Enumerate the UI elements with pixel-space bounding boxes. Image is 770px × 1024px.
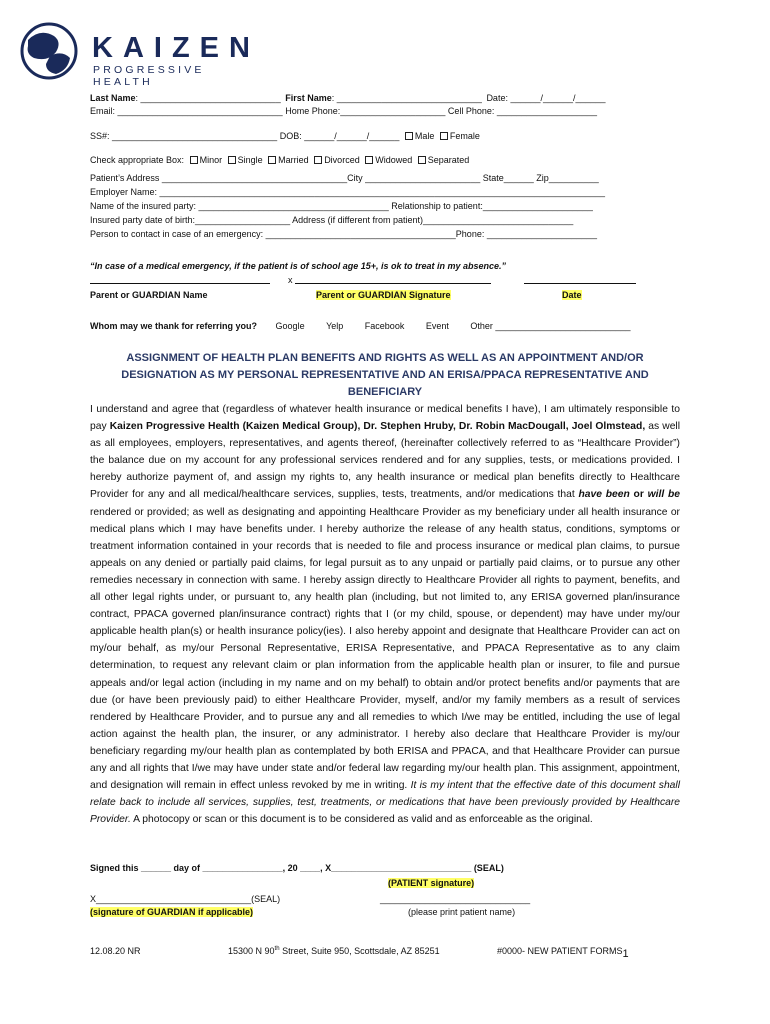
divorced-label: Divorced	[324, 155, 360, 165]
signed-line[interactable]: Signed this ______ day of ________________, 20 ____, X____________________________ (SEAL)	[90, 863, 504, 873]
separated-label: Separated	[427, 155, 470, 165]
first-name-field[interactable]: _____________________________	[336, 93, 482, 103]
emergency-contact-field[interactable]: Person to contact in case of an emergency: ______________________________________Phone: ______________________	[90, 229, 597, 239]
widowed-label: Widowed	[375, 155, 413, 165]
emergency-note: “In case of a medical emergency, if the patient is of school age 15+, is ok to treat in my absence.”	[90, 261, 507, 271]
email-field[interactable]: Email: _________________________________	[90, 106, 283, 116]
kaizen-logo-mark-icon	[20, 22, 78, 80]
married-checkbox[interactable]	[268, 156, 276, 164]
parent-date-label: Date	[562, 290, 582, 300]
male-checkbox[interactable]	[405, 132, 413, 140]
check-box-label: Check appropriate Box:	[90, 155, 185, 165]
cell-phone-field[interactable]: Cell Phone: ____________________	[447, 106, 598, 116]
print-name-line[interactable]: ______________________________	[380, 894, 531, 904]
single-label: Single	[237, 155, 263, 165]
parent-name-line[interactable]	[90, 283, 270, 284]
guardian-sig-label: (signature of GUARDIAN if applicable)	[90, 907, 254, 917]
assignment-title: ASSIGNMENT OF HEALTH PLAN BENEFITS AND RIGHTS AS WELL AS AN APPOINTMENT AND/OR DESIGNATION AS MY PERSONAL REPRESENTATIVE AND AN ERISA/PPACA REPRESENTATIVE AND BENEFICIARY	[121, 352, 649, 398]
referral-facebook[interactable]: Facebook	[364, 321, 405, 331]
last-name-label: Last Name	[90, 93, 136, 103]
assignment-or: or	[629, 489, 648, 501]
guardian-sig-line[interactable]: X_______________________________(SEAL)	[90, 894, 281, 904]
parent-sig-label: Parent or GUARDIAN Signature	[316, 290, 451, 300]
referral-event[interactable]: Event	[425, 321, 449, 331]
ss-field[interactable]: SS#: _________________________________	[90, 131, 278, 141]
assignment-body	[90, 401, 680, 828]
assignment-p3: rendered or provided; as well as designating and appointing Healthcare Provider as my beneficiary under all health insurance or medical plans which I may have benefits under. I hereby authorize the release of any health status, conditions, symptoms or treatment information contained in your records that is needed to file and process insurance or medical plan claims, to pursue appeals on any denied or partially paid claims, for legal pursuit as to any unpaid or partially paid claims, or to pursue any other remedies necessary in connection with same. I hereby assign directly to Healthcare Provider all rights to payment, benefits, and all other legal rights under, or pursuant to, any health plan (including, but not limited to, any ERISA governed plan/insurance contract, PPACA governed plan/insurance contract) rights that I (or my child, spouse, or dependent) may have under my/our applicable health plan(s) or health insurance policy(ies). I also hereby appoint and designate that Healthcare Provider can act on my/our behalf, as my/our Personal Representative, ERISA Representative, and PPACA Representative as to any claim determination, to request any relevant claim or plan information from the applicable health plan or insurer, to file and pursue appeals and/or legal action (including in my name and on my behalf) to obtain and/or protect benefits and/or payments that are due (or have been previously paid) to either Healthcare Provider, myself, and/or my family members as a result of services rendered by Healthcare Provider, and to pursue any and all remedies to which I/we may be entitled, including the use of legal action against the health plan, the insurer, or any administrator. I hereby also declare that Healthcare Provider is my/our beneficiary regarding my/our health plan as contemplated by both ERISA and PPACA, and that Healthcare Provider can pursue any and all rights that I/we may have under state and/or federal law regarding my/our health plan. This assignment, appointment, and designation will remain in effect unless revoked by me in writing.	[90, 506, 680, 792]
patient-sig-label: (PATIENT signature)	[388, 878, 475, 888]
parent-name-label: Parent or GUARDIAN Name	[90, 290, 208, 300]
assignment-p4: A photocopy or scan or this document is to be considered as valid and as enforceable as the original.	[130, 814, 593, 826]
first-name-label: First Name	[285, 93, 332, 103]
assignment-will-be: will be	[647, 489, 680, 501]
female-label: Female	[449, 131, 480, 141]
separated-checkbox[interactable]	[418, 156, 426, 164]
assignment-p1: I understand and agree that (regardless of whatever health insurance or medical benefits I have), I am ultimately responsible to pay	[90, 404, 680, 433]
male-label: Male	[414, 131, 435, 141]
form-row-status	[90, 154, 469, 167]
minor-label: Minor	[199, 155, 223, 165]
print-name-label: (please print patient name)	[408, 907, 516, 917]
address-field[interactable]: Patient’s Address _____________________________________City _______________________ State______ Zip__________	[90, 173, 599, 183]
form-row-ss	[90, 130, 480, 143]
page-number: 1	[622, 948, 629, 960]
footer-address: 15300 N 90th Street, Suite 950, Scottsdale, AZ 85251	[228, 946, 440, 956]
form-row-names: Last Name: ____________________________ First Name: _____________________________ Date: ______/______/______	[90, 93, 606, 103]
form-row-contact	[90, 105, 597, 118]
insured-dob-field[interactable]: Insured party date of birth:___________________ Address (if different from patient)______________________________	[90, 215, 574, 225]
female-checkbox[interactable]	[440, 132, 448, 140]
divorced-checkbox[interactable]	[314, 156, 322, 164]
parent-sig-x: x	[288, 275, 293, 285]
widowed-checkbox[interactable]	[365, 156, 373, 164]
assignment-have-been: have been	[578, 489, 630, 501]
single-checkbox[interactable]	[228, 156, 236, 164]
footer-form-id: #0000- NEW PATIENT FORMS1	[497, 946, 629, 960]
parent-sig-line[interactable]	[295, 283, 491, 284]
assignment-p2: as well as all employees, employers, representatives, and agents thereof, (hereinafter collectively referred to as “Healthcare Provider”) the balance due on my account for any professional services rendered and for any supplies, tests, or medications provided. I hereby authorize payment of, and assign my rights to, any health insurance or medical plan benefits directly to Healthcare Provider for any and all medical/healthcare services, supplies, tests, treatments, and/or medications that	[90, 421, 680, 501]
assignment-provider-names: Kaizen Progressive Health (Kaizen Medical Group), Dr. Stephen Hruby, Dr. Robin MacDougall, Joel Olmstead,	[109, 421, 646, 433]
referral-yelp[interactable]: Yelp	[326, 321, 344, 331]
parent-date-line[interactable]	[524, 283, 636, 284]
home-phone-field[interactable]: Home Phone:_____________________	[285, 106, 446, 116]
minor-checkbox[interactable]	[190, 156, 198, 164]
logo-subtitle: PROGRESSIVE HEALTH	[93, 64, 205, 88]
footer-code: 12.08.20 NR	[90, 946, 141, 956]
referral-label: Whom may we thank for referring you?	[90, 321, 258, 331]
assignment-intent: It is my intent that the effective date of this document shall relate back to include all services, supplies, test, treatments, or medications that have been previously provided by Healthcare Provider.	[90, 780, 680, 826]
referral-other[interactable]: Other ___________________________	[470, 321, 631, 331]
employer-field[interactable]: Employer Name: _________________________________________________________________________________________	[90, 187, 605, 197]
dob-field[interactable]: DOB: ______/______/______	[279, 131, 400, 141]
married-label: Married	[278, 155, 309, 165]
referral-row	[90, 320, 631, 333]
logo-name: KAIZEN	[92, 32, 260, 64]
date-field[interactable]: Date: ______/______/______	[486, 93, 606, 103]
last-name-field[interactable]: ____________________________	[140, 93, 281, 103]
insured-party-field[interactable]: Name of the insured party: ______________________________________ Relationship to patient:______________________	[90, 201, 593, 211]
referral-google[interactable]: Google	[275, 321, 305, 331]
kaizen-logo	[20, 22, 260, 88]
